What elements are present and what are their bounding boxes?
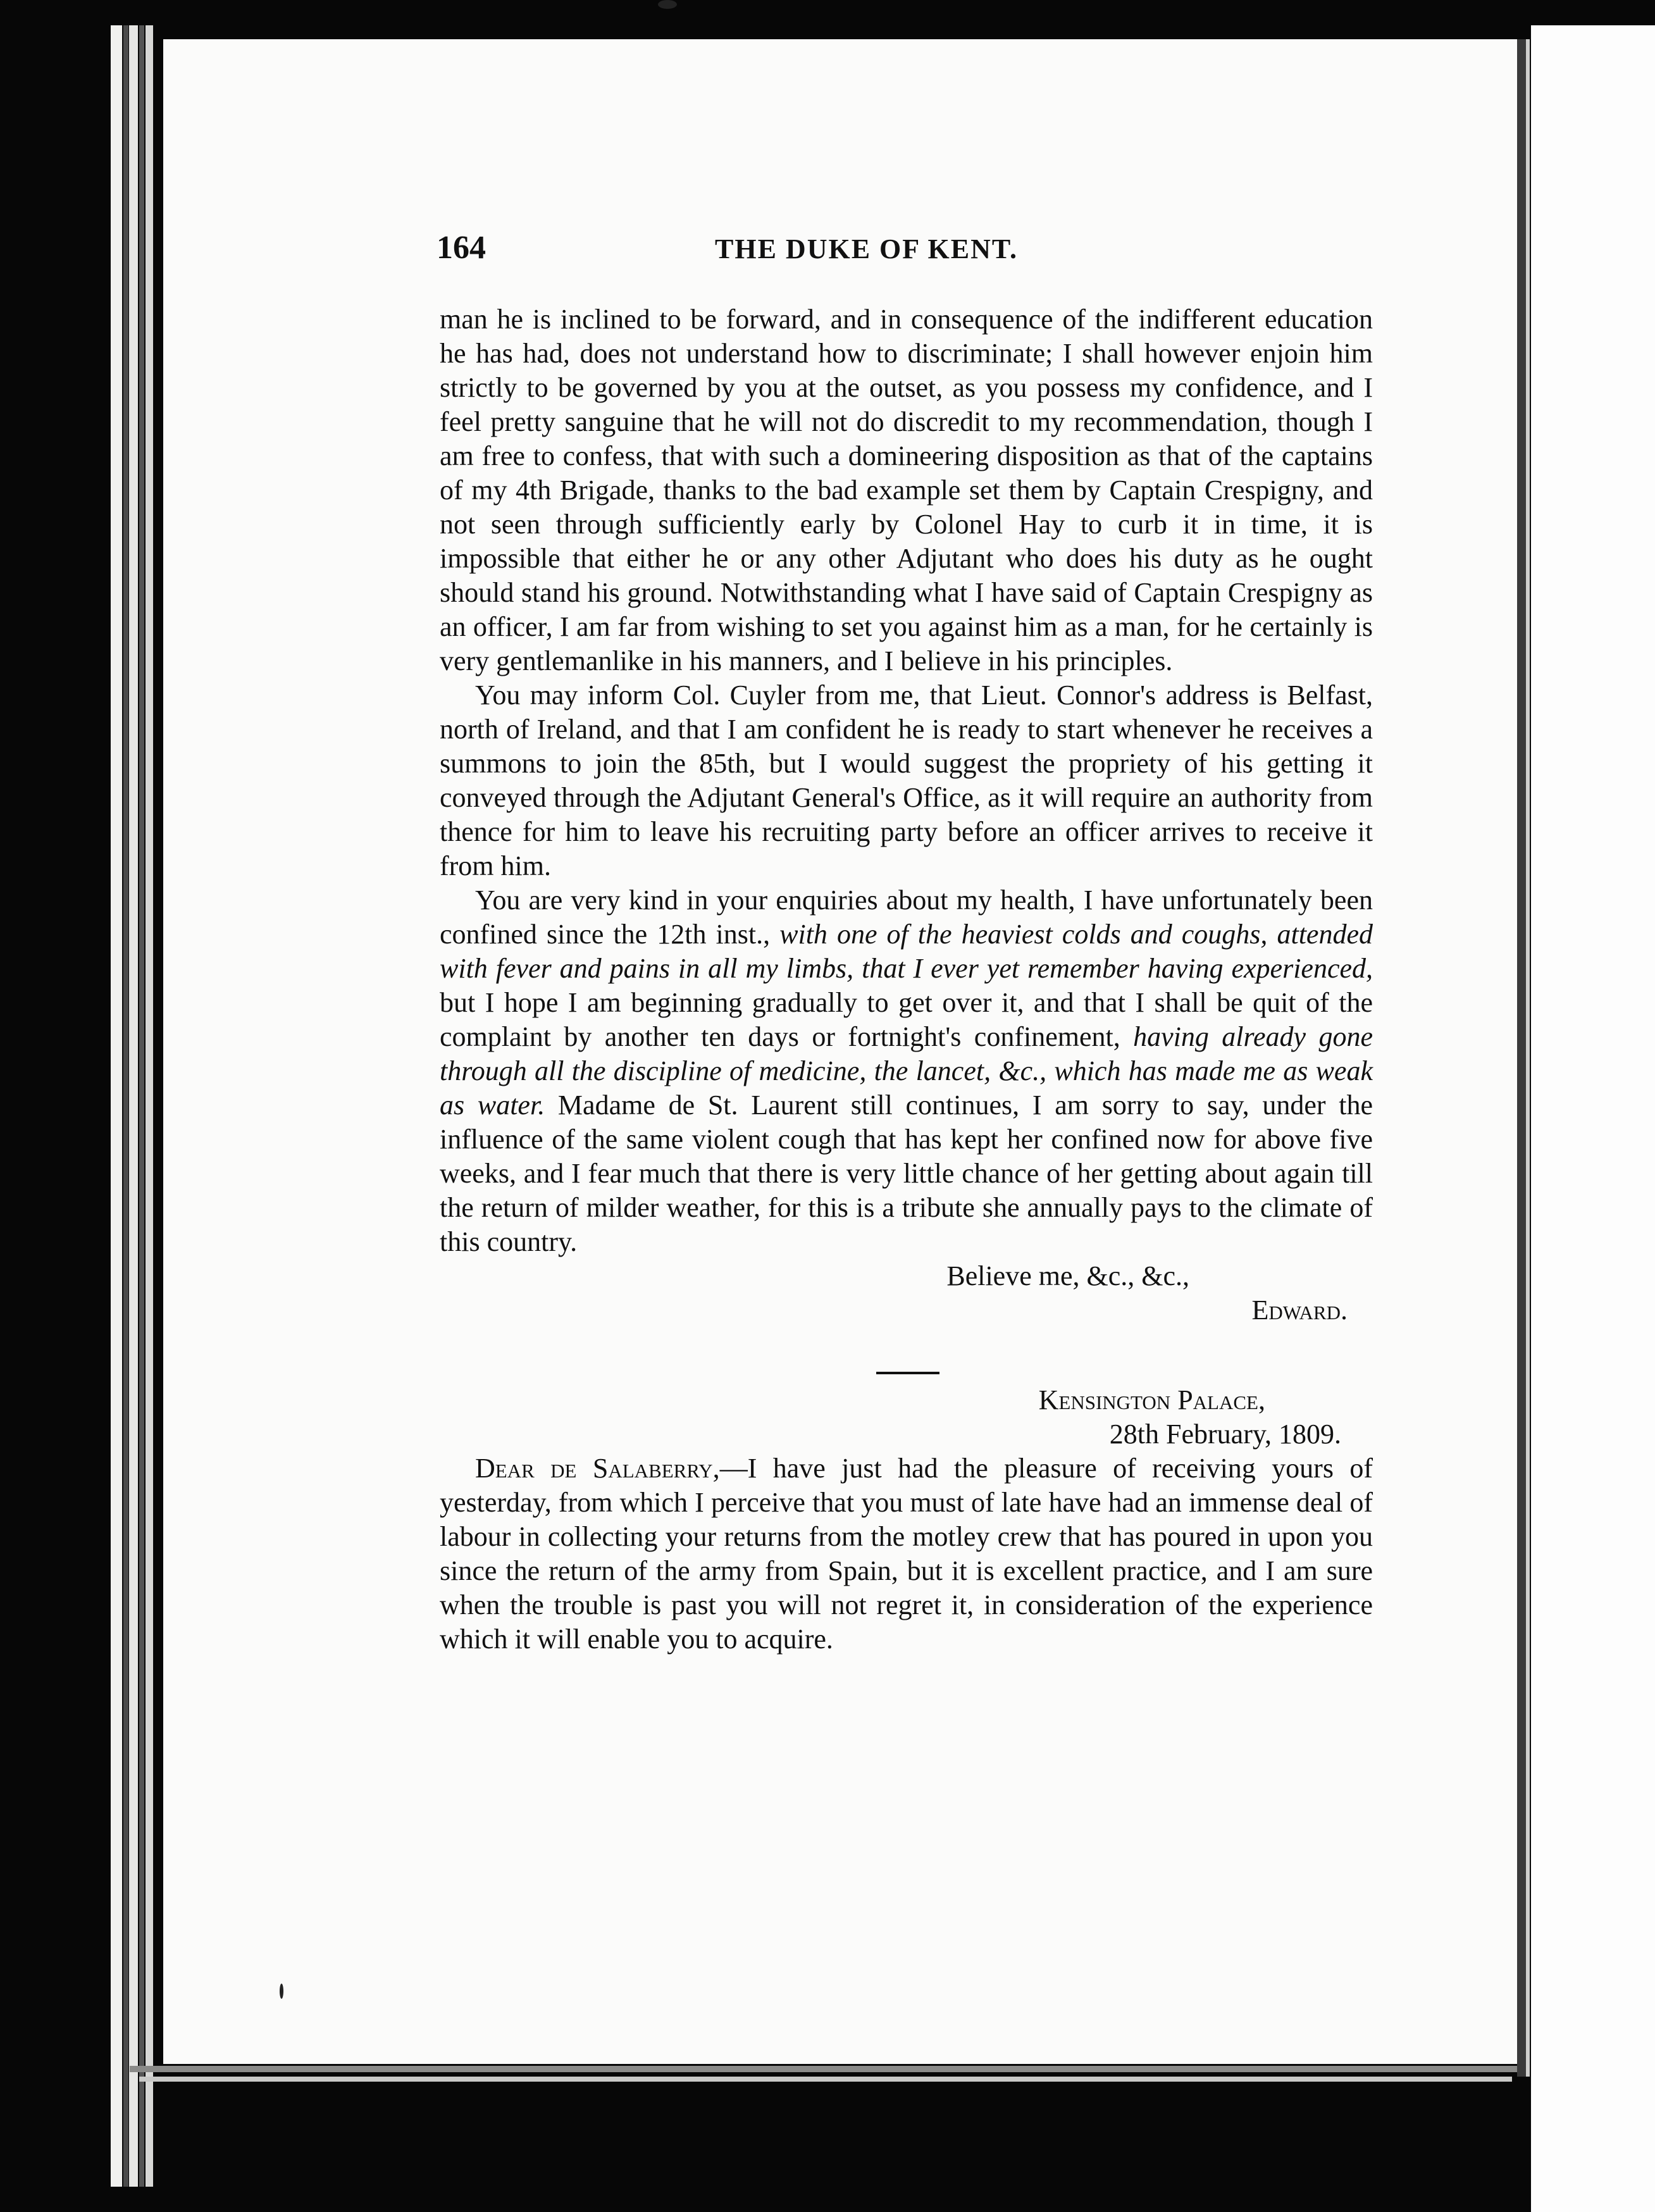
page-header bbox=[437, 229, 1379, 273]
letter-signature: Edward. bbox=[1251, 1295, 1348, 1326]
running-title: THE DUKE OF KENT. bbox=[715, 233, 1018, 264]
scan-speck bbox=[280, 1984, 283, 1999]
letter-text: —I have just had the pleasure of receiving yours of yesterday, from which I perceive that you must of late have had an immense deal of labour in collecting your returns from the motley crew that has poured in upon you since the return of the army from Spain, but it is excellent practice, and I am sure when the trouble is past you will not regret it, in consideration of the experience which it will enable you to acquire. bbox=[440, 1453, 1373, 1655]
book-edge-shadow bbox=[139, 25, 144, 2187]
book-edge bbox=[146, 25, 153, 2187]
paragraph-text: Madame de St. Laurent still continues, I am sorry to say, under the influence of the same violent cough that has kept her confined now for above five weeks, and I fear much that there is very little chance of her getting about again till the return of milder weather, for this is a tribute she annually pays to the climate of this country. bbox=[440, 1090, 1373, 1257]
page-gutter bbox=[1517, 39, 1526, 2077]
paragraph-continuation: man he is inclined to be forward, and in consequence of the indifferent education he has had, does not understand how to discriminate; I shall however enjoin him strictly to be governed by you at the outset, as you possess my confidence, and I feel pretty sanguine that he will not do discredit to my recommendation, though I am free to confess, that with such a domineering disposition as that of the captains of my 4th Brigade, thanks to the bad example set them by Captain Crespigny, and not seen through sufficiently early by Colonel Hay to curb it in time, it is impossible that either he or any other Adjutant who does his duty as he ought should stand his ground. Notwithstanding what I have said of Captain Crespigny as an officer, I am far from wishing to set you against him as a man, for he certainly is very gentlemanlike in his manners, and I believe in his principles. bbox=[440, 304, 1373, 676]
paragraph: You may inform Col. Cuyler from me, that Lieut. Connor's address is Belfast, north of Ireland, and that I am confident he is ready to start whenever he receives a summons to join the 85th, but I would suggest the propriety of his getting it conveyed through the Adjutant General's Office, as it will require an authority from thence for him to leave his recruiting party before an officer arrives to receive it from him. bbox=[440, 680, 1373, 881]
letter-salutation: Dear de Salaberry, bbox=[475, 1453, 720, 1484]
book-edge-shadow bbox=[123, 25, 128, 2187]
book-edge bbox=[111, 25, 122, 2187]
scan-speck bbox=[658, 0, 677, 9]
page-body bbox=[440, 302, 1373, 1656]
paragraph-text: but I hope I am beginning gradually to get over it, and that I shall be quit of the complaint by another ten days or fortnight's confinement, bbox=[440, 987, 1373, 1052]
letter-address: Kensington Palace, bbox=[1038, 1384, 1265, 1415]
paragraph-health bbox=[440, 883, 1373, 1259]
letter-body bbox=[440, 1451, 1373, 1656]
italic-text: having already gone through all the discipline of medicine, the lancet, &c., which has made me as weak as water. bbox=[440, 1021, 1373, 1121]
facing-page bbox=[1531, 25, 1655, 2212]
letter-closing: Believe me, &c., &c., bbox=[946, 1260, 1189, 1291]
paragraph-text: You are very kind in your enquiries about my health, I have unfortunately been confined since the 12th inst., bbox=[440, 885, 1373, 950]
italic-text: with one of the heaviest colds and coughs, attended with fever and pains in all my limbs, that I ever yet remember having experienced, bbox=[440, 919, 1373, 984]
letter-date: 28th February, 1809. bbox=[1109, 1419, 1341, 1450]
book-bottom-edge bbox=[139, 2077, 1512, 2082]
book-bottom-edge bbox=[130, 2066, 1522, 2072]
section-separator bbox=[876, 1372, 939, 1374]
page-gutter-edge bbox=[1526, 39, 1530, 2077]
book-edge bbox=[129, 25, 138, 2187]
page-number: 164 bbox=[437, 230, 486, 266]
